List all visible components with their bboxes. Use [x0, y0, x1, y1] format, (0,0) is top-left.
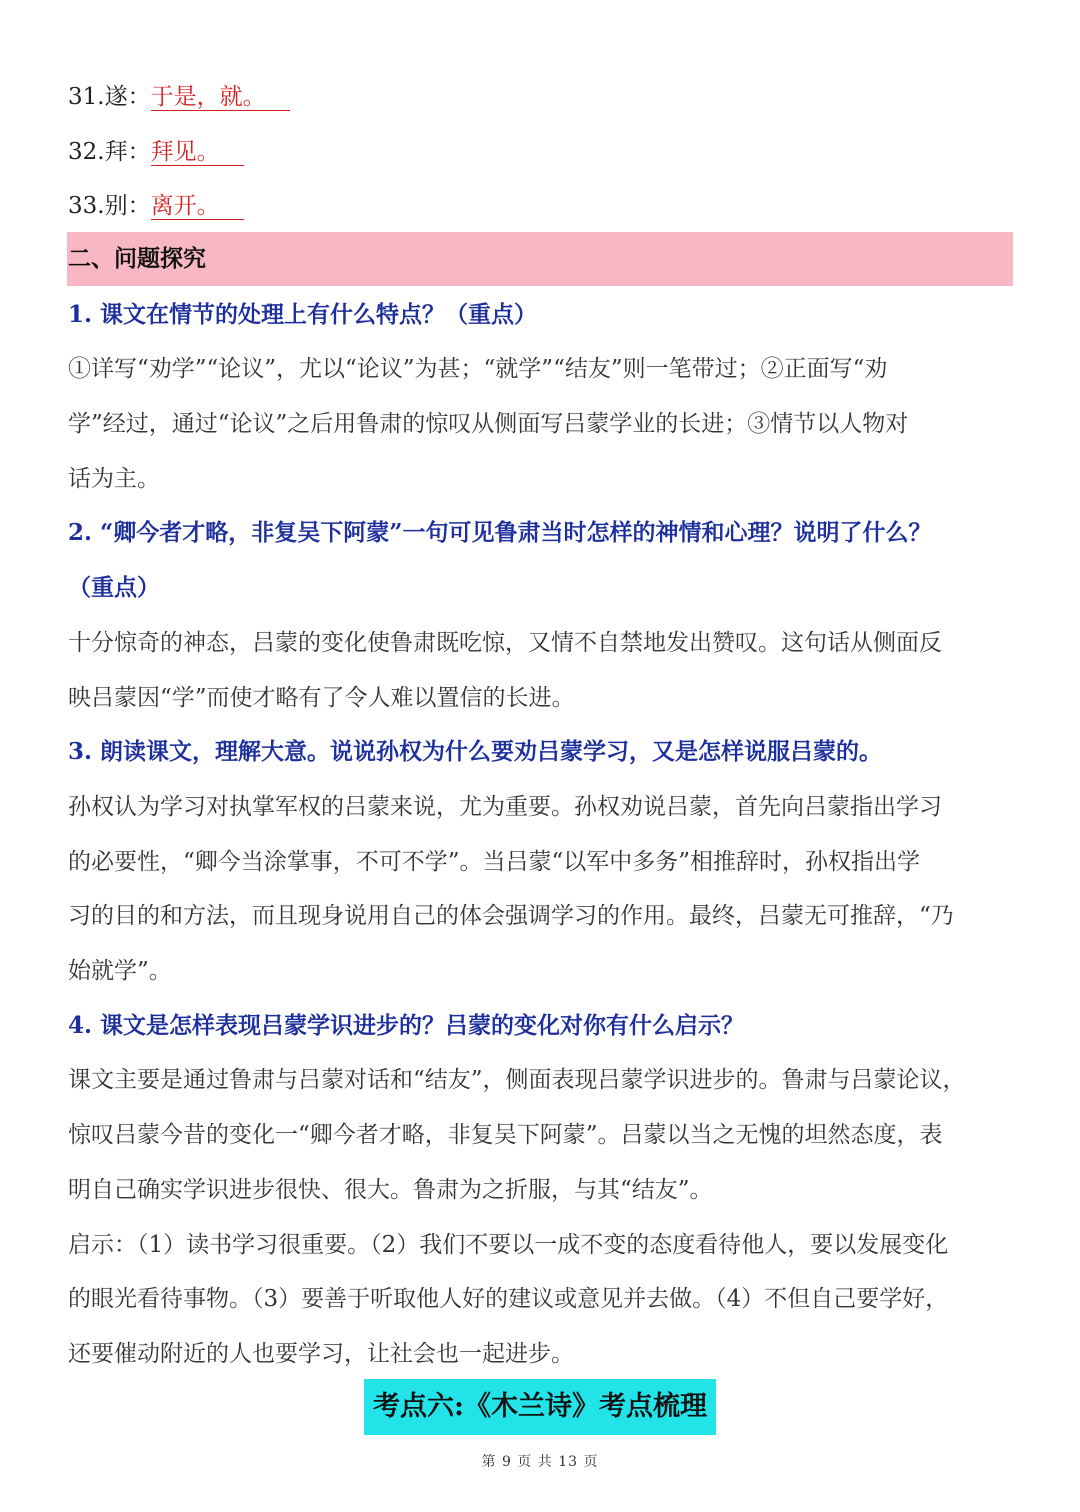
definition-label: 31.遂：: [68, 84, 151, 110]
question-line: 1. 课文在情节的处理上有什么特点？（重点）: [68, 301, 538, 328]
answer-line: 的眼光看待事物。（3）要善于听取他人好的建议或意见并去做。（4）不但自己要学好，: [68, 1286, 949, 1312]
definition-item: [68, 191, 244, 221]
definition-answer: 于是，就。: [151, 84, 290, 111]
answer-line: 惊叹吕蒙今昔的变化一“卿今者才略，非复吴下阿蒙”。吕蒙以当之无愧的坦然态度，表: [68, 1122, 943, 1148]
question-line: 4. 课文是怎样表现吕蒙学识进步的？吕蒙的变化对你有什么启示？: [68, 1012, 745, 1039]
page-footer: 第 9 页 共 13 页: [481, 1454, 599, 1470]
answer-line: 学”经过，通过“论议”之后用鲁肃的惊叹从侧面写吕蒙学业的长进；③情节以人物对: [68, 411, 909, 437]
answer-line: 话为主。: [68, 466, 160, 492]
answer-line: 课文主要是通过鲁肃与吕蒙对话和“结友”，侧面表现吕蒙学识进步的。鲁肃与吕蒙论议，: [68, 1067, 966, 1093]
answer-line: 启示：（1）读书学习很重要。（2）我们不要以一成不变的态度看待他人，要以发展变化: [68, 1232, 949, 1258]
answer-line: 明自己确实学识进步很快、很大。鲁肃为之折服，与其“结友”。: [68, 1177, 713, 1203]
definition-label: 33.别：: [68, 193, 151, 219]
question-line: 2. “卿今者才略，非复吴下阿蒙”一句可见鲁肃当时怎样的神情和心理？说明了什么？: [68, 519, 932, 546]
definition-item: [68, 137, 244, 167]
answer-line: 十分惊奇的神态，吕蒙的变化使鲁肃既吃惊，又情不自禁地发出赞叹。这句话从侧面反: [68, 630, 942, 656]
definition-answer: 离开。: [151, 193, 244, 220]
answer-line: 的必要性，“卿今当涂掌事，不可不学”。当吕蒙“以军中多务”相推辞时，孙权指出学: [68, 849, 921, 875]
answer-line: 还要催动附近的人也要学习，让社会也一起进步。: [68, 1341, 574, 1367]
definition-answer: 拜见。: [151, 139, 244, 166]
answer-line: 习的目的和方法，而且现身说用自己的体会强调学习的作用。最终，吕蒙无可推辞，“乃: [68, 903, 954, 929]
answer-line: 始就学”。: [68, 958, 172, 984]
definition-label: 32.拜：: [68, 139, 151, 165]
section-bar: [67, 232, 1013, 286]
question-line: （重点）: [68, 574, 160, 601]
definition-item: [68, 82, 290, 112]
section-title: 二、问题探究: [68, 245, 206, 272]
question-line: 3. 朗读课文，理解大意。说说孙权为什么要劝吕蒙学习，又是怎样说服吕蒙的。: [68, 738, 883, 765]
answer-line: ①详写“劝学”“论议”，尤以“论议”为甚；“就学”“结友”则一笔带过；②正面写“劝: [68, 356, 888, 382]
kaodian-title: 考点六:《木兰诗》考点梳理: [373, 1391, 707, 1422]
answer-line: 孙权认为学习对执掌军权的吕蒙来说，尤为重要。孙权劝说吕蒙，首先向吕蒙指出学习: [68, 794, 942, 820]
answer-line: 映吕蒙因“学”而使才略有了令人难以置信的长进。: [68, 685, 575, 711]
